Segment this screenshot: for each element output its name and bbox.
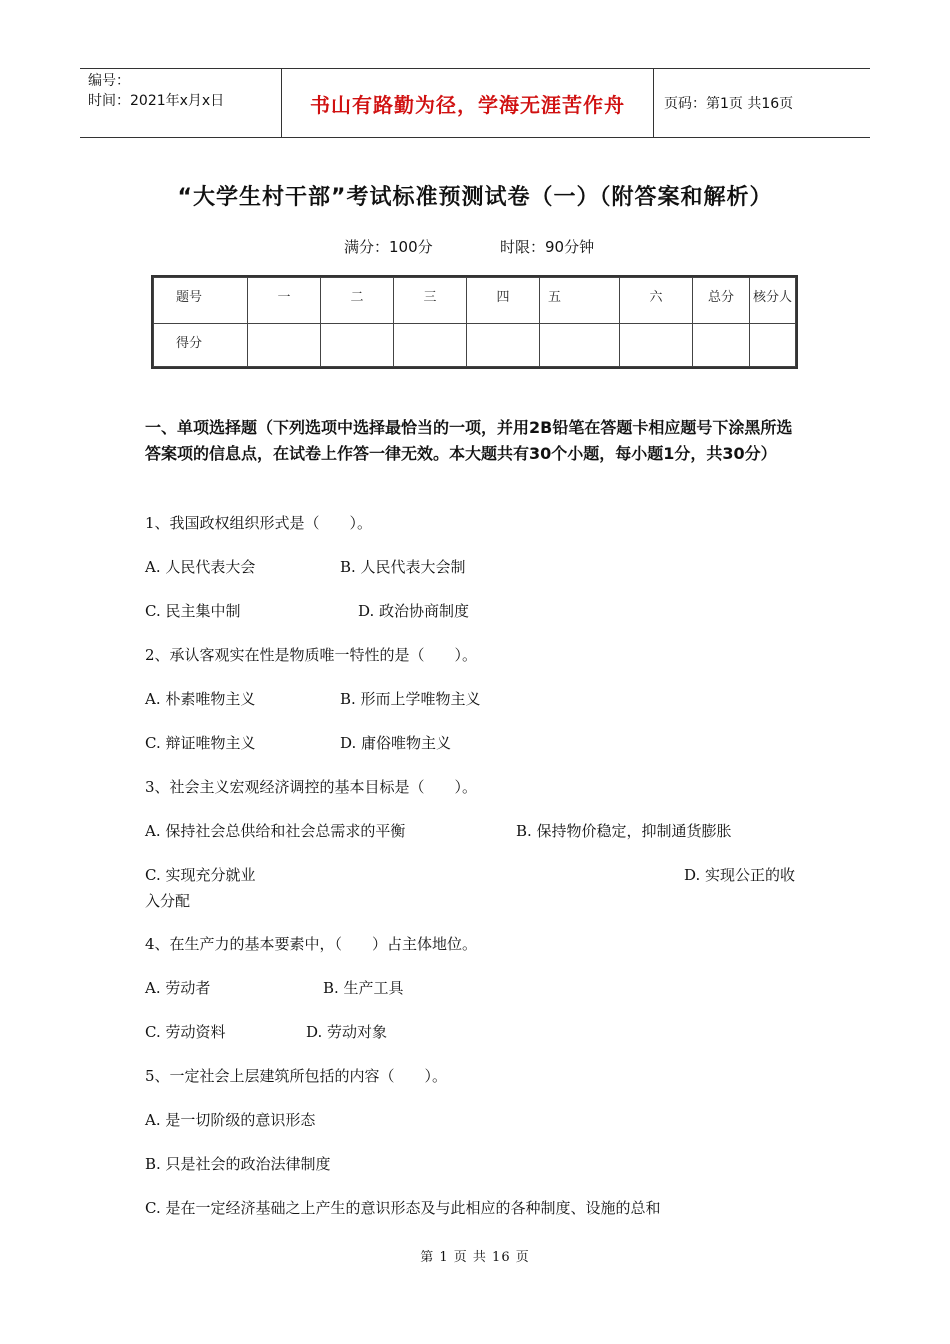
score-header-cell: 总分 bbox=[693, 278, 750, 324]
option-a: A. 朴素唯物主义 bbox=[145, 690, 256, 708]
score-cell bbox=[750, 324, 796, 367]
option-a: A. 劳动者 bbox=[145, 979, 211, 997]
score-header-cell: 五 bbox=[540, 278, 620, 324]
option-d: D. 庸俗唯物主义 bbox=[340, 734, 452, 752]
page-footer: 第 1 页 共 16 页 bbox=[420, 1250, 530, 1265]
score-cell bbox=[620, 324, 693, 367]
score-cell bbox=[321, 324, 394, 367]
header-motto-cell bbox=[282, 69, 654, 137]
option-c: C. 民主集中制 bbox=[145, 602, 241, 620]
score-table-score-row bbox=[154, 324, 796, 367]
score-table-header-row bbox=[154, 278, 796, 324]
score-cell bbox=[394, 324, 467, 367]
full-score: 满分：100分 bbox=[344, 238, 433, 256]
option-d: D. 实现公正的收 bbox=[684, 866, 796, 884]
score-header-cell: 核分人 bbox=[750, 278, 796, 324]
score-header-cell: 题号 bbox=[154, 278, 248, 324]
option-d-continued: 入分配 bbox=[145, 892, 191, 910]
score-header-cell: 六 bbox=[620, 278, 693, 324]
question-stem: 5、一定社会上层建筑所包括的内容（ ）。 bbox=[145, 1067, 448, 1085]
header-page-cell bbox=[654, 69, 870, 137]
option-b: B. 只是社会的政治法律制度 bbox=[145, 1155, 331, 1173]
option-a: A. 保持社会总供给和社会总需求的平衡 bbox=[145, 822, 406, 840]
option-a: A. 是一切阶级的意识形态 bbox=[145, 1111, 316, 1129]
option-a: A. 人民代表大会 bbox=[145, 558, 256, 576]
exam-title: “大学生村干部”考试标准预测试卷（一）（附答案和解析） bbox=[177, 185, 773, 210]
page-info: 页码：第1页 共16页 bbox=[664, 96, 794, 112]
score-cell bbox=[248, 324, 321, 367]
option-b: B. 保持物价稳定，抑制通货膨胀 bbox=[516, 822, 732, 840]
option-b: B. 人民代表大会制 bbox=[340, 558, 466, 576]
question-stem: 3、社会主义宏观经济调控的基本目标是（ ）。 bbox=[145, 778, 478, 796]
option-b: B. 形而上学唯物主义 bbox=[340, 690, 481, 708]
score-header-cell: 三 bbox=[394, 278, 467, 324]
score-header-cell: 二 bbox=[321, 278, 394, 324]
time-limit: 时限：90分钟 bbox=[500, 238, 595, 256]
question-stem: 4、在生产力的基本要素中，（ ）占主体地位。 bbox=[145, 935, 478, 953]
option-d: D. 政治协商制度 bbox=[358, 602, 470, 620]
option-c: C. 实现充分就业 bbox=[145, 866, 256, 884]
score-label-cell: 得分 bbox=[154, 324, 248, 367]
section-heading: 一、单项选择题（下列选项中选择最恰当的一项，并用2B铅笔在答题卡相应题号下涂黑所选答案项的信息点，在试卷上作答一律无效。本大题共有30个小题，每小题1分，共30分） bbox=[145, 418, 793, 463]
option-c: C. 辩证唯物主义 bbox=[145, 734, 256, 752]
question-stem: 2、承认客观实在性是物质唯一特性的是（ ）。 bbox=[145, 646, 478, 664]
score-table bbox=[151, 275, 798, 369]
header-left-cell bbox=[80, 69, 282, 137]
motto-text: 书山有路勤为径，学海无涯苦作舟 bbox=[310, 92, 625, 117]
score-cell bbox=[467, 324, 540, 367]
score-cell bbox=[693, 324, 750, 367]
time-label: 时间：2021年x月x日 bbox=[88, 93, 225, 109]
score-cell bbox=[540, 324, 620, 367]
score-header-cell: 四 bbox=[467, 278, 540, 324]
option-d: D. 劳动对象 bbox=[306, 1023, 388, 1041]
question-stem: 1、我国政权组织形式是（ ）。 bbox=[145, 514, 373, 532]
number-label: 编号： bbox=[88, 73, 130, 89]
option-b: B. 生产工具 bbox=[323, 979, 404, 997]
option-c: C. 劳动资料 bbox=[145, 1023, 226, 1041]
option-c: C. 是在一定经济基础之上产生的意识形态及与此相应的各种制度、设施的总和 bbox=[145, 1199, 661, 1217]
score-header-cell: 一 bbox=[248, 278, 321, 324]
page-header bbox=[80, 68, 870, 138]
